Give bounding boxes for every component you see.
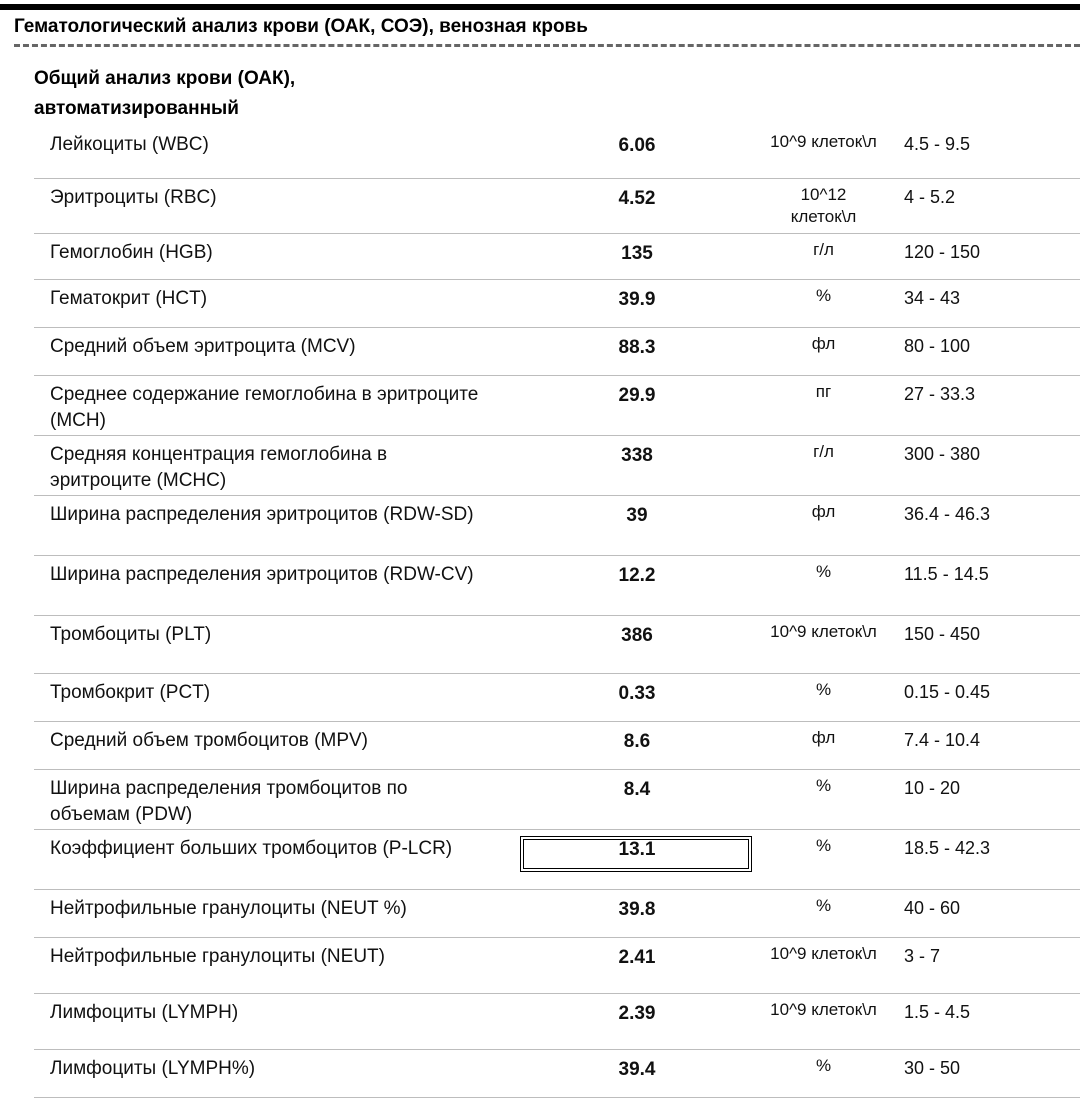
test-value: 13.1 (618, 839, 656, 860)
reference-range: 18.5 - 42.3 (904, 838, 991, 858)
test-name: Средний объем тромбоцитов (MPV) (50, 730, 369, 751)
test-value: 4.52 (618, 188, 656, 209)
reference-range: 1.5 - 4.5 (904, 1002, 971, 1022)
test-unit: 10^12 клеток\л (790, 185, 857, 226)
table-row (34, 436, 1080, 496)
reference-range: 34 - 43 (904, 288, 961, 308)
table-row (34, 556, 1080, 616)
test-name: Гематокрит (HCT) (50, 288, 208, 309)
test-unit: % (815, 896, 832, 915)
test-name: Эритроциты (RBC) (50, 187, 217, 208)
test-name: Ширина распределения эритроцитов (RDW-CV) (50, 564, 474, 585)
reference-range: 3 - 7 (904, 946, 941, 966)
table-row (34, 1050, 1080, 1098)
reference-range: 0.15 - 0.45 (904, 682, 991, 702)
table-row (34, 616, 1080, 674)
test-value: 39.8 (618, 899, 656, 920)
test-value: 8.6 (623, 731, 651, 752)
table-row (34, 496, 1080, 556)
table-row (34, 280, 1080, 328)
test-unit: % (815, 836, 832, 855)
test-unit: % (815, 562, 832, 581)
test-name: Ширина распределения тромбоцитов по объемам (PDW) (50, 778, 408, 825)
test-value: 39.9 (618, 289, 656, 310)
table-row (34, 830, 1080, 890)
test-value: 135 (621, 243, 653, 264)
reference-range: 4 - 5.2 (904, 187, 956, 207)
test-unit: г/л (813, 442, 834, 461)
test-value: 0.33 (618, 683, 656, 704)
reference-range: 40 - 60 (904, 898, 961, 918)
test-value: 6.06 (618, 135, 656, 156)
table-row (34, 179, 1080, 234)
test-value: 12.2 (618, 565, 656, 586)
table-row (34, 126, 1080, 179)
table-row (34, 890, 1080, 938)
test-value: 88.3 (618, 337, 656, 358)
reference-range: 36.4 - 46.3 (904, 504, 991, 524)
reference-range: 30 - 50 (904, 1058, 961, 1078)
results-table (34, 126, 1080, 1098)
reference-range: 4.5 - 9.5 (904, 134, 971, 154)
test-name: Тромбокрит (PCT) (50, 682, 211, 703)
top-rule (0, 4, 1080, 10)
test-value: 29.9 (618, 385, 656, 406)
test-name: Гемоглобин (HGB) (50, 242, 213, 263)
reference-range: 27 - 33.3 (904, 384, 976, 404)
test-value: 338 (621, 445, 653, 466)
test-value: 39.4 (618, 1059, 656, 1080)
section-title: Общий анализ крови (ОАК), автоматизированный (34, 68, 296, 119)
test-name: Средний объем эритроцита (MCV) (50, 336, 356, 357)
test-unit: % (815, 286, 832, 305)
table-row (34, 722, 1080, 770)
test-unit: 10^9 клеток\л (770, 622, 877, 641)
test-value: 2.41 (618, 947, 656, 968)
reference-range: 80 - 100 (904, 336, 971, 356)
table-row (34, 938, 1080, 994)
table-row (34, 674, 1080, 722)
test-name: Нейтрофильные гранулоциты (NEUT %) (50, 898, 407, 919)
test-value: 8.4 (623, 779, 651, 800)
reference-range: 11.5 - 14.5 (904, 564, 989, 584)
test-name: Ширина распределения эритроцитов (RDW-SD) (50, 504, 474, 525)
reference-range: 300 - 380 (904, 444, 981, 464)
reference-range: 7.4 - 10.4 (904, 730, 981, 750)
test-unit: фл (811, 334, 836, 353)
test-name: Среднее содержание гемоглобина в эритроците (MCH) (50, 384, 479, 431)
test-unit: пг (815, 382, 832, 401)
table-row (34, 770, 1080, 830)
test-unit: % (815, 680, 832, 699)
table-row (34, 376, 1080, 436)
test-unit: 10^9 клеток\л (770, 944, 877, 963)
test-unit: 10^9 клеток\л (770, 1000, 877, 1019)
table-row (34, 328, 1080, 376)
test-name: Лейкоциты (WBC) (50, 134, 209, 155)
test-unit: 10^9 клеток\л (770, 132, 877, 151)
dashed-divider (14, 44, 1080, 47)
test-value: 39 (626, 505, 648, 526)
test-unit: фл (811, 728, 836, 747)
test-name: Лимфоциты (LYMPH%) (50, 1058, 256, 1079)
test-value: 386 (621, 625, 653, 646)
reference-range: 150 - 450 (904, 624, 981, 644)
document-title: Гематологический анализ крови (ОАК, СОЭ), венозная кровь (14, 16, 588, 37)
test-name: Тромбоциты (PLT) (50, 624, 212, 645)
test-unit: г/л (813, 240, 834, 259)
table-row (34, 234, 1080, 280)
test-unit: фл (811, 502, 836, 521)
table-row (34, 994, 1080, 1050)
test-name: Нейтрофильные гранулоциты (NEUT) (50, 946, 385, 967)
test-unit: % (815, 1056, 832, 1075)
test-name: Средняя концентрация гемоглобина в эритроците (MCHC) (50, 444, 388, 491)
test-unit: % (815, 776, 832, 795)
test-value: 2.39 (618, 1003, 656, 1024)
test-name: Коэффициент больших тромбоцитов (P-LCR) (50, 838, 453, 859)
reference-range: 10 - 20 (904, 778, 961, 798)
reference-range: 120 - 150 (904, 242, 981, 262)
test-name: Лимфоциты (LYMPH) (50, 1002, 239, 1023)
